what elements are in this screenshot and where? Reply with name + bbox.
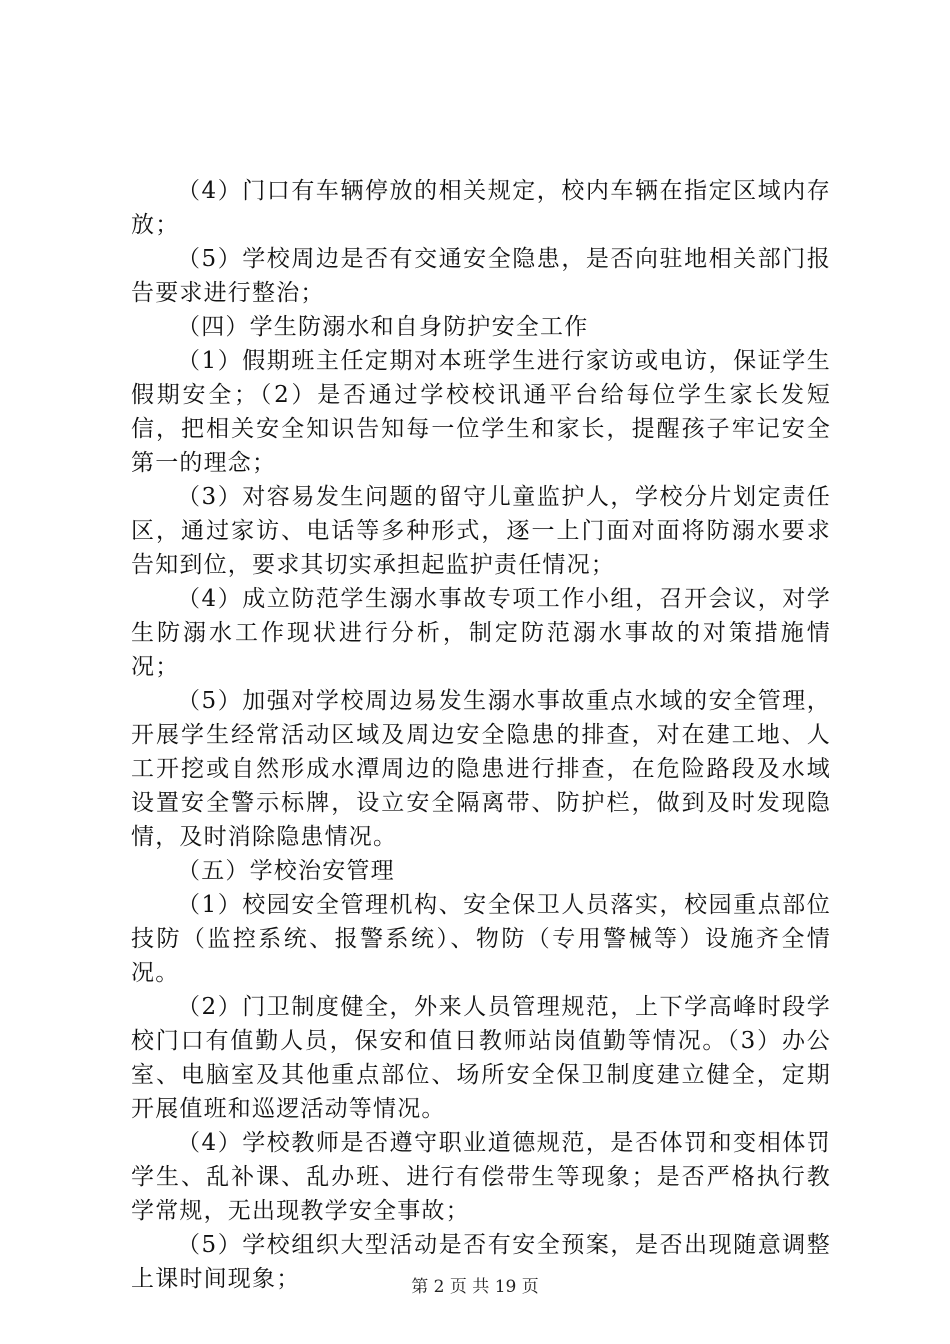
section-heading-drowning-prevention: （四）学生防溺水和自身防护安全工作 <box>177 314 589 340</box>
document-body <box>131 174 831 1296</box>
paragraph-left-behind-children: （3）对容易发生问题的留守儿童监护人，学校分片划定责任区，通过家访、电话等多种形式，逐一上门面对面将防溺水要求告知到位，要求其切实承担起监护责任情况； <box>131 484 831 578</box>
paragraph-security-staff: （1）校园安全管理机构、安全保卫人员落实，校园重点部位技防（监控系统、报警系统）、物防（专用警械等）设施齐全情况。 <box>131 892 831 986</box>
paragraph-traffic-hazards: （5）学校周边是否有交通安全隐患，是否向驻地相关部门报告要求进行整治； <box>131 246 831 306</box>
paragraph-teacher-ethics: （4）学校教师是否遵守职业道德规范，是否体罚和变相体罚学生、乱补课、乱办班、进行有偿带生等现象；是否严格执行教学常规，无出现教学安全事故； <box>131 1130 831 1224</box>
paragraph-working-group: （4）成立防范学生溺水事故专项工作小组，召开会议，对学生防溺水工作现状进行分析，制定防范溺水事故的对策措施情况； <box>131 586 831 680</box>
paragraph-guard-system: （2）门卫制度健全，外来人员管理规范，上下学高峰时段学校门口有值勤人员，保安和值日教师站岗值勤等情况。（3）办公室、电脑室及其他重点部位、场所安全保卫制度建立健全，定期开展值班和巡逻活动等情况。 <box>131 994 831 1122</box>
section-heading-security-management: （五）学校治安管理 <box>177 858 395 884</box>
page-number-footer: 第 2 页 共 19 页 <box>411 1277 539 1297</box>
paragraph-large-events: （5）学校组织大型活动是否有安全预案，是否出现随意调整上课时间现象； <box>131 1232 831 1292</box>
paragraph-holiday-visits: （1）假期班主任定期对本班学生进行家访或电访，保证学生假期安全；（2）是否通过学校校讯通平台给每位学生家长发短信，把相关安全知识告知每一位学生和家长，提醒孩子牢记安全第一的理念； <box>131 348 831 476</box>
paragraph-water-area-management: （5）加强对学校周边易发生溺水事故重点水域的安全管理，开展学生经常活动区域及周边安全隐患的排查，对在建工地、人工开挖或自然形成水潭周边的隐患进行排查，在危险路段及水域设置安全警示标牌，设立安全隔离带、防护栏，做到及时发现隐情，及时消除隐患情况。 <box>131 688 831 850</box>
paragraph-vehicle-parking: （4）门口有车辆停放的相关规定，校内车辆在指定区域内存放； <box>131 178 831 238</box>
